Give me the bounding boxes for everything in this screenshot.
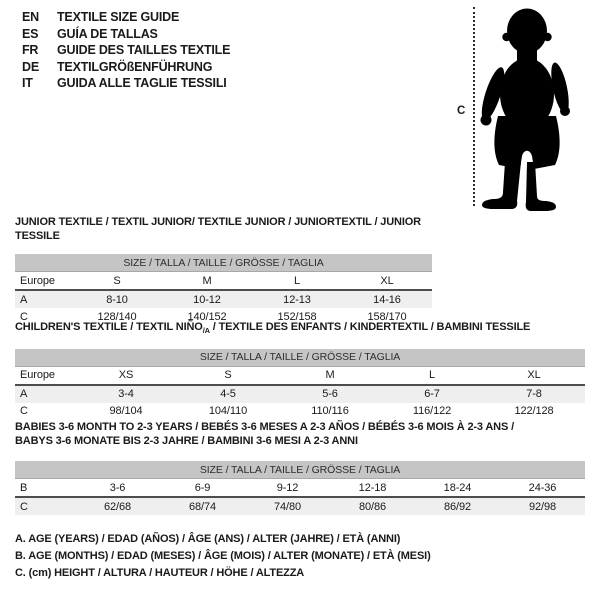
row-label-cell: Europe [15, 366, 75, 385]
section-title-part: CHILDREN'S TEXTILE / TEXTIL NIÑO [15, 321, 203, 333]
value-cell: 62/68 [103, 500, 132, 513]
row-label-cell: A [20, 388, 28, 401]
value-cell: S [177, 366, 279, 385]
footnotes [15, 531, 431, 582]
table-row [15, 479, 585, 498]
language-row [22, 42, 230, 59]
size-table [15, 349, 585, 420]
value-cell: 8-10 [106, 293, 128, 306]
row-label-cell: C [20, 405, 28, 418]
value-cell: 14-16 [373, 293, 401, 306]
row-label-cell: A [20, 293, 28, 306]
row-label-cell: C [20, 500, 28, 513]
value-cell: 80/86 [358, 500, 387, 513]
baby-silhouette-icon [480, 6, 578, 212]
size-table [15, 254, 432, 325]
value-cell: 3-4 [118, 388, 134, 401]
value-cell: 7-8 [526, 388, 542, 401]
value-cell: 12-18 [330, 479, 415, 498]
size-header-cell: SIZE / TALLA / TAILLE / GRÖSSE / TAGLIA [15, 349, 585, 367]
value-cell: 158/170 [367, 310, 407, 323]
table-row [15, 403, 585, 420]
section-title-part: / TEXTILE DES ENFANTS / KINDERTEXTIL / BAMBINI TESSILE [209, 321, 531, 333]
section-children-textile [15, 321, 585, 420]
value-cell: 74/80 [273, 500, 302, 513]
value-cell: 12-13 [283, 293, 311, 306]
section-title [15, 321, 585, 338]
value-cell: 128/140 [97, 310, 137, 323]
language-code: ES [22, 26, 39, 41]
value-cell: L [252, 272, 342, 291]
section-title-line: BABIES 3-6 MONTH TO 2-3 YEARS / BEBÉS 3-6 MESES A 2-3 AÑOS / BÉBÉS 3-6 MOIS À 2-3 ANS / [15, 421, 514, 433]
footnote-line: B. AGE (MONTHS) / EDAD (MESES) / ÂGE (MOIS) / ALTER (MONATE) / ETÀ (MESI) [15, 550, 431, 562]
value-cell: 24-36 [500, 479, 585, 498]
language-row [22, 75, 230, 92]
language-row [22, 9, 230, 26]
value-cell: 140/152 [187, 310, 227, 323]
language-code: EN [22, 10, 39, 24]
value-cell: 110/116 [311, 405, 349, 418]
value-cell: M [162, 272, 252, 291]
table-row [15, 290, 432, 308]
language-label: TEXTILGRÖßENFÜHRUNG [57, 59, 213, 74]
language-row [22, 59, 230, 76]
size-header-row [15, 349, 585, 367]
table-row [15, 497, 585, 515]
size-header-row [15, 254, 432, 272]
section-title [15, 421, 585, 448]
value-cell: 6-9 [160, 479, 245, 498]
table-row [15, 272, 432, 291]
value-cell: 18-24 [415, 479, 500, 498]
value-cell: 98/104 [109, 405, 143, 418]
table-row [15, 385, 585, 403]
value-cell: S [72, 272, 162, 291]
language-label: TEXTILE SIZE GUIDE [57, 10, 180, 24]
language-label: GUIDA ALLE TAGLIE TESSILI [57, 76, 227, 91]
value-cell: 6-7 [424, 388, 440, 401]
footnote-line: A. AGE (YEARS) / EDAD (AÑOS) / ÂGE (ANS) / ALTER (JAHRE) / ETÀ (ANNI) [15, 533, 401, 545]
value-cell: 10-12 [193, 293, 221, 306]
row-label-cell: B [15, 479, 75, 498]
language-list [22, 9, 230, 92]
value-cell: 5-6 [322, 388, 338, 401]
row-label-cell: Europe [15, 272, 72, 291]
table-row [15, 366, 585, 385]
section-title: JUNIOR TEXTILE / TEXTIL JUNIOR/ TEXTILE JUNIOR / JUNIORTEXTIL / JUNIOR TESSILE [15, 216, 421, 242]
value-cell: 9-12 [245, 479, 330, 498]
size-header-row [15, 461, 585, 479]
value-cell: 92/98 [528, 500, 557, 513]
language-label: GUÍA DE TALLAS [57, 26, 158, 41]
value-cell: 4-5 [220, 388, 236, 401]
language-row [22, 26, 230, 43]
value-cell: M [279, 366, 381, 385]
value-cell: L [381, 366, 483, 385]
value-cell: 152/158 [277, 310, 317, 323]
baby-figure-block [455, 4, 600, 214]
size-header-cell: SIZE / TALLA / TAILLE / GRÖSSE / TAGLIA [15, 461, 585, 479]
language-label: GUIDE DES TAILLES TEXTILE [57, 43, 231, 58]
footnote-line: C. (cm) HEIGHT / ALTURA / HAUTEUR / HÖHE / ALTEZZA [15, 567, 305, 579]
height-measure-line [473, 7, 475, 206]
section-junior-textile [15, 216, 432, 325]
row-label-cell: C [20, 310, 28, 323]
value-cell: 68/74 [188, 500, 217, 513]
value-cell: 116/122 [412, 405, 452, 418]
value-cell: XL [342, 272, 432, 291]
language-code: DE [22, 59, 39, 74]
value-cell: 86/92 [443, 500, 472, 513]
language-code: IT [22, 76, 33, 91]
section-title-line: BABYS 3-6 MONATE BIS 2-3 JAHRE / BAMBINI 3-6 MESI A 2-3 ANNI [15, 434, 358, 447]
value-cell: 122/128 [514, 405, 554, 418]
language-code: FR [22, 43, 39, 58]
value-cell: XL [483, 366, 585, 385]
size-header-cell: SIZE / TALLA / TAILLE / GRÖSSE / TAGLIA [15, 254, 432, 272]
section-title-part: /A [202, 326, 210, 336]
value-cell: XS [75, 366, 177, 385]
size-table [15, 461, 585, 515]
section-babies [15, 421, 585, 515]
value-cell: 3-6 [75, 479, 160, 498]
height-measure-label: C [457, 105, 466, 117]
value-cell: 104/110 [208, 405, 248, 418]
